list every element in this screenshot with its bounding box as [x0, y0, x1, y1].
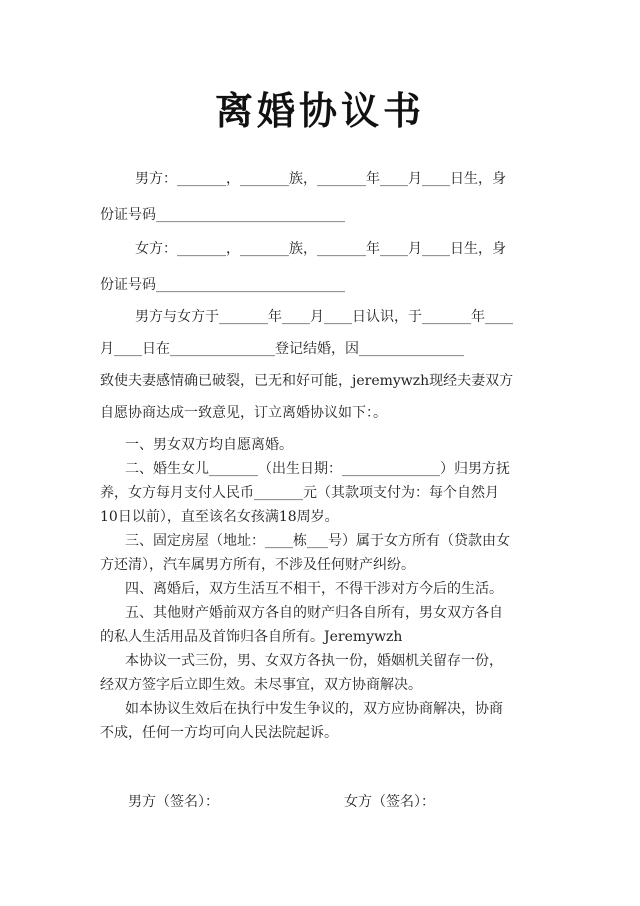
text-line: 如本协议生效后在执行中发生争议的，双方应协商解决，协商	[125, 701, 503, 717]
text-line: 本协议一式三份，男、女双方各执一份，婚姻机关留存一份，	[125, 653, 503, 669]
text-line: 四、离婚后，双方生活互不相干，不得干涉对方今后的生活。	[125, 581, 503, 597]
text-line: 五、其他财产婚前双方各自的财产归各自所有，男女双方各自	[125, 605, 503, 621]
signature-female-label: 女方（签名）：	[344, 794, 435, 810]
text-line: 男方与女方于_______年____月____日认识，于_______年____	[135, 309, 513, 325]
text-line: 自愿协商达成一致意见，订立离婚协议如下：。	[100, 405, 387, 421]
text-line: 方还清），汽车属男方所有，不涉及任何财产纠纷。	[100, 557, 415, 573]
signature-male-label: 男方（签名）：	[128, 794, 219, 810]
text-line: 10日以前），直至该名女孩满18周岁。	[100, 509, 339, 525]
text-line: 三、固定房屋（地址：____栋___号）属于女方所有（贷款由女	[125, 533, 510, 549]
text-line: 一、男女双方均自愿离婚。	[125, 437, 293, 453]
text-line: 男方：_______，_______族，_______年____月____日生，身	[135, 171, 506, 187]
text-line: 女方：_______，_______族，_______年____月____日生，身	[135, 241, 506, 257]
document-title: 离婚协议书	[214, 89, 425, 133]
text-line: 养，女方每月支付人民币_______元（其款项支付为：每个自然月	[100, 485, 499, 501]
text-line: 份证号码___________________________	[100, 207, 345, 223]
text-line: 致使夫妻感情确已破裂，已无和好可能，jeremywzh现经夫妻双方	[100, 373, 514, 389]
text-line: 份证号码___________________________	[100, 277, 345, 293]
text-line: 经双方签字后立即生效。未尽事宜，双方协商解决。	[100, 677, 422, 693]
text-line: 的私人生活用品及首饰归各自所有。Jeremywzh	[100, 629, 403, 645]
text-line: 二、婚生女儿_______（出生日期：______________）归男方抚	[125, 461, 510, 477]
text-line: 不成，任何一方均可向人民法院起诉。	[100, 725, 338, 741]
text-line: 月____日在_______________登记结婚，因_______________	[100, 341, 464, 357]
